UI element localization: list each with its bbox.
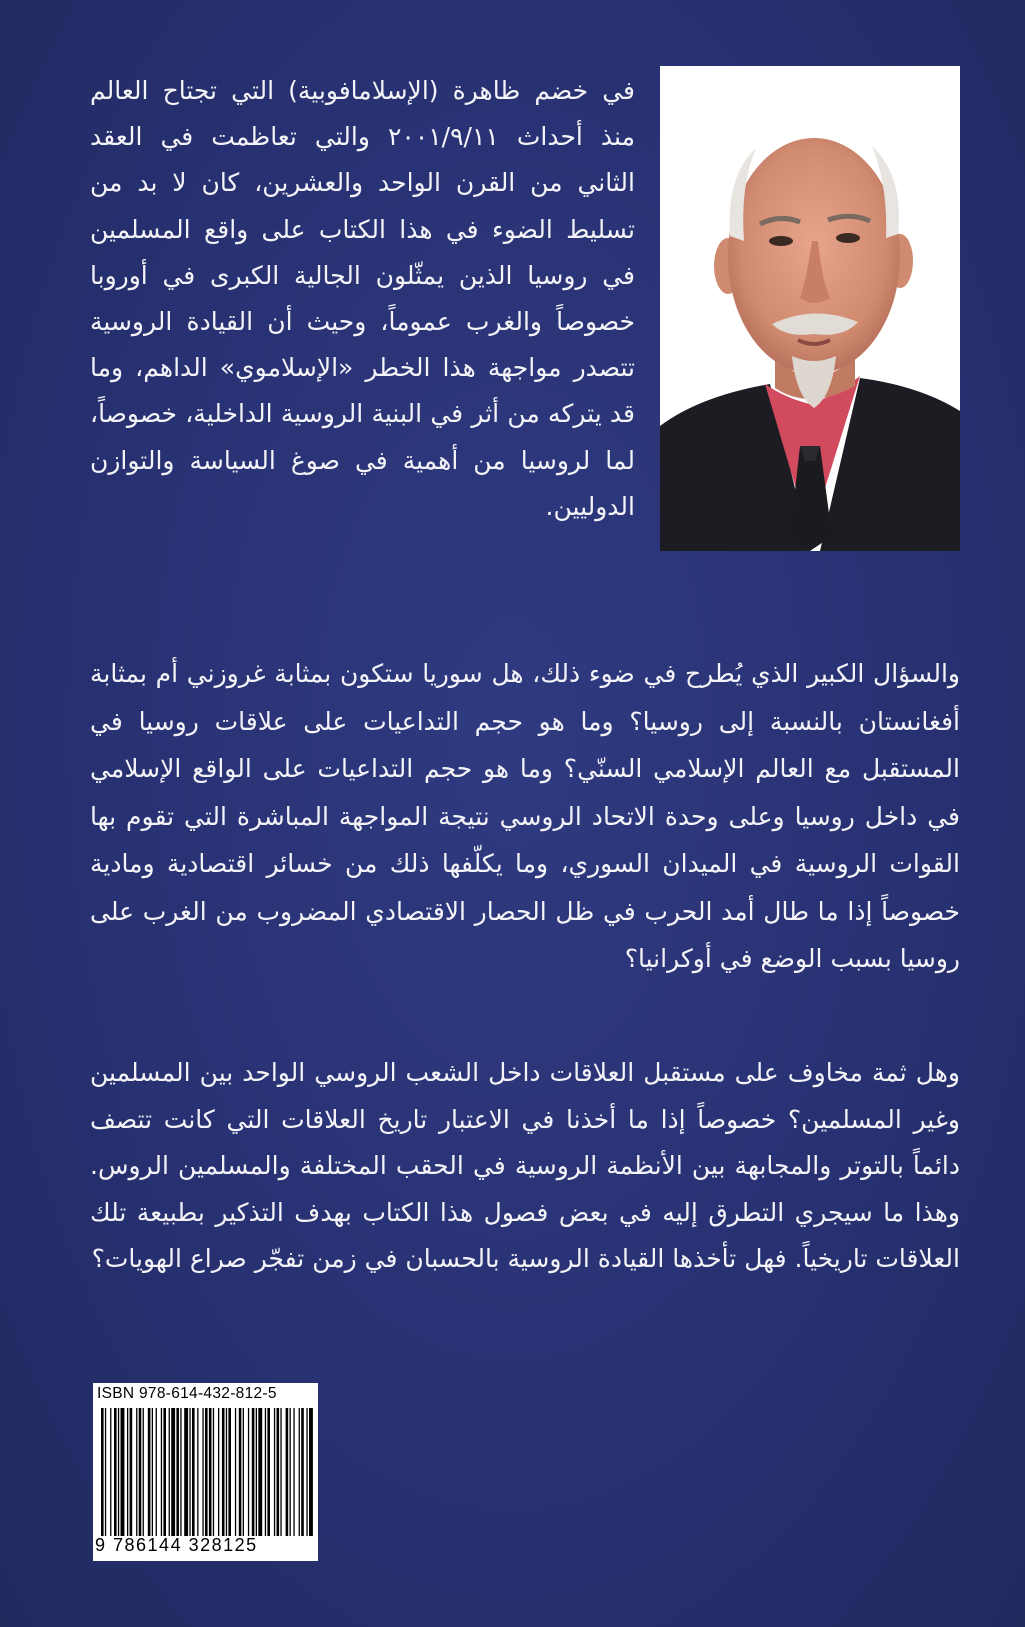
barcode-bar <box>101 1408 104 1536</box>
barcode-bar <box>226 1408 227 1536</box>
barcode-bar <box>222 1408 225 1536</box>
barcode-bar <box>136 1408 137 1536</box>
barcode-bar <box>228 1408 231 1536</box>
barcode-bar <box>209 1408 212 1536</box>
author-portrait-illustration <box>660 66 960 551</box>
barcode-bar <box>118 1408 119 1536</box>
barcode-bar <box>180 1408 181 1536</box>
isbn-barcode <box>93 1383 318 1561</box>
closing-paragraph: وهل ثمة مخاوف على مستقبل العلاقات داخل الشعب الروسي الواحد بين المسلمين وغير المسلمين؟ خصوصاً إذا ما أخذنا في الاعتبار تاريخ العلاقات التي كانت تتصف دائماً بالتوتر والمجابهة بين الأنظمة الروسية في الحقب المختلفة والمسلمين الروس. وهذا ما سيجري التطرق إليه في بعض فصول هذا الكتاب بهدف التذكير بطبيعة تلك العلاقات تاريخياً. فهل تأخذها القيادة الروسية بالحسبان في زمن تفجّر صراع الهويات؟ <box>90 1058 960 1273</box>
barcode-bar <box>114 1408 117 1536</box>
barcode-bar <box>301 1408 304 1536</box>
barcode-bar <box>171 1408 175 1536</box>
barcode-bar <box>306 1408 307 1536</box>
barcode-bar <box>110 1408 111 1536</box>
barcode-digits: 9 786144 328125 <box>95 1535 258 1555</box>
barcode-bar <box>202 1408 203 1536</box>
barcode-bar <box>197 1408 198 1536</box>
barcode-bar <box>218 1408 219 1536</box>
barcode-graphic <box>101 1408 313 1536</box>
barcode-bar <box>274 1408 275 1536</box>
barcode-bar <box>235 1408 236 1536</box>
barcode-bar <box>280 1408 281 1536</box>
barcode-bar <box>290 1408 291 1536</box>
barcode-bar <box>152 1408 153 1536</box>
barcode-bar <box>143 1408 144 1536</box>
barcode-bar <box>189 1408 190 1536</box>
barcode-bar <box>192 1408 195 1536</box>
barcode-bar <box>293 1408 294 1536</box>
barcode-bars <box>101 1408 313 1536</box>
barcode-bar <box>121 1408 125 1536</box>
barcode-bar <box>258 1408 262 1536</box>
barcode-bar <box>309 1408 313 1536</box>
barcode-bar <box>205 1408 208 1536</box>
barcode-bar <box>286 1408 289 1536</box>
barcode-bar <box>256 1408 257 1536</box>
barcode-bar <box>184 1408 188 1536</box>
barcode-bar <box>239 1408 242 1536</box>
barcode-bar <box>265 1408 266 1536</box>
barcode-bar <box>139 1408 142 1536</box>
isbn-label: ISBN 978-614-432-812-5 <box>97 1385 277 1402</box>
barcode-bar <box>130 1408 133 1536</box>
barcode-bar <box>248 1408 249 1536</box>
author-photo <box>660 66 960 551</box>
barcode-bar <box>169 1408 170 1536</box>
barcode-bar <box>213 1408 214 1536</box>
barcode-bar <box>163 1408 166 1536</box>
barcode-bar <box>161 1408 162 1536</box>
barcode-bar <box>252 1408 255 1536</box>
barcode-bar <box>127 1408 128 1536</box>
intro-paragraph: في خضم ظاهرة (الإسلامافوبية) التي تجتاح العالم منذ أحداث ٢٠٠١/٩/١١ والتي تعاظمت في العقد الثاني من القرن الواحد والعشرين، كان لا بد من تسليط الضوء في هذا الكتاب على واقع المسلمين في روسيا الذين يمثّلون الجالية الكبرى في أوروبا خصوصاً والغرب عموماً، وحيث أن القيادة الروسية تتصدر مواجهة هذا الخطر «الإسلاموي» الداهم، وما قد يتركه من أثر في البنية الروسية الداخلية، خصوصاً، لما لروسيا من أهمية في صوغ السياسة والتوازن الدوليين. <box>90 76 635 521</box>
barcode-bar <box>148 1408 151 1536</box>
question-paragraph: والسؤال الكبير الذي يُطرح في ضوء ذلك، هل سوريا ستكون بمثابة غروزني أم بمثابة أفغانستان بالنسبة إلى روسيا؟ وما هو حجم التداعيات على علاقات روسيا في المستقبل مع العالم الإسلامي السنّي؟ وما هو حجم التداعيات على الواقع الإسلامي في داخل روسيا وعلى وحدة الاتحاد الروسي نتيجة المواجهة المباشرة التي تقوم بها القوات الروسية في الميدان السوري، وما يكلّفها ذلك من خسائر اقتصادية ومادية خصوصاً إذا ما طال أمد الحرب في ظل الحصار الاقتصادي المضروب من الغرب على روسيا بسبب الوضع في أوكرانيا؟ <box>90 659 960 973</box>
barcode-bar <box>156 1408 157 1536</box>
barcode-bar <box>267 1408 270 1536</box>
barcode-bar <box>299 1408 300 1536</box>
barcode-bar <box>176 1408 179 1536</box>
barcode-bar <box>105 1408 106 1536</box>
barcode-bar <box>277 1408 280 1536</box>
barcode-bar <box>243 1408 244 1536</box>
